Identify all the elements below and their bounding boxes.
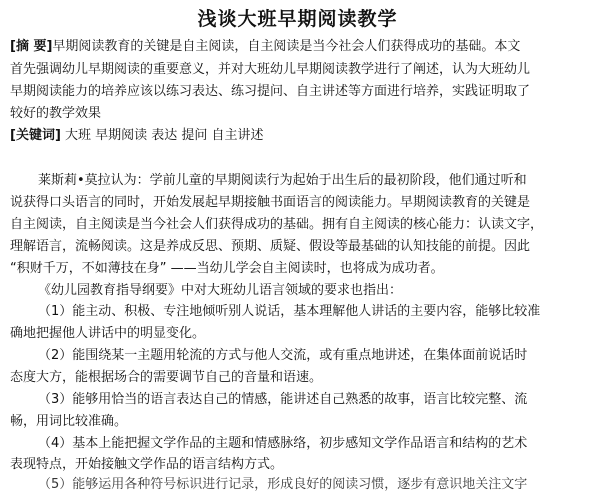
body-paragraph-1-line-3: 自主阅读，自主阅读是当今社会人们获得成功的基础。拥有自主阅读的核心能力：认读文字， (10, 217, 544, 232)
abstract-line-1 (10, 38, 590, 56)
document-title: 浅谈大班早期阅读教学 (197, 8, 398, 30)
requirement-3-line-1: （3）能够用恰当的语言表达自己的情感，能讲述自己熟悉的故事，语言比较完整、流 (38, 392, 528, 407)
abstract-line-3: 早期阅读能力的培养应该以练习表达、练习提问、自主讲述等方面进行培养，实践证明取了 (10, 84, 531, 99)
body-paragraph-1-line-5: “积财千万，不如薄技在身” ——当幼儿学会自主阅读时，也将成为成功者。 (10, 261, 444, 276)
requirement-2-line-1: （2）能围绕某一主题用轮流的方式与他人交流，或有重点地讲述，在集体面前说话时 (38, 348, 528, 363)
requirement-1-line-1: （1）能主动、积极、专注地倾听别人说话，基本理解他人讲话的主要内容，能够比较准 (38, 304, 541, 319)
body-paragraph-2: 《幼儿园教育指导纲要》中对大班幼儿语言领域的要求也指出： (38, 283, 403, 298)
abstract-text-1: 早期阅读教育的关键是自主阅读，自主阅读是当今社会人们获得成功的基础。本文 (52, 39, 521, 54)
abstract-label: [摘 要] (10, 39, 53, 54)
body-paragraph-1-line-2: 说获得口头语言的同时，开始发展起早期接触书面语言的阅读能力。早期阅读教育的关键是 (10, 195, 531, 210)
requirement-3-line-2: 畅，用词比较准确。 (10, 414, 128, 429)
body-paragraph-1-line-1: 莱斯莉•莫拉认为：学前儿童的早期阅读行为起始于出生后的最初阶段，他们通过听和 (38, 173, 527, 188)
requirement-4-line-1: （4）基本上能把握文学作品的主题和情感脉络，初步感知文学作品语言和结构的艺术 (38, 436, 528, 451)
keywords-label: [关键词] (10, 128, 61, 143)
requirement-1-line-2: 确地把握他人讲话中的明显变化。 (10, 326, 206, 341)
requirement-5-line-1: （5）能够运用各种符号标识进行记录，形成良好的阅读习惯，逐步有意识地关注文字 (38, 477, 528, 492)
keywords-text: 大班 早期阅读 表达 提问 自主讲述 (60, 128, 264, 143)
requirement-2-line-2: 态度大方，能根据场合的需要调节自己的音量和语速。 (10, 370, 323, 385)
abstract-line-2: 首先强调幼儿早期阅读的重要意义，并对大班幼儿早期阅读教学进行了阐述，认为大班幼儿 (10, 62, 531, 77)
abstract-line-4: 较好的教学效果 (10, 106, 102, 121)
requirement-4-line-2: 表现特点，开始接触文学作品的语言结构方式。 (10, 457, 284, 472)
body-paragraph-1-line-4: 理解语言，流畅阅读。这是养成反思、预期、质疑、假设等最基础的认知技能的前提。因此 (10, 239, 531, 254)
keywords-line (10, 127, 590, 145)
